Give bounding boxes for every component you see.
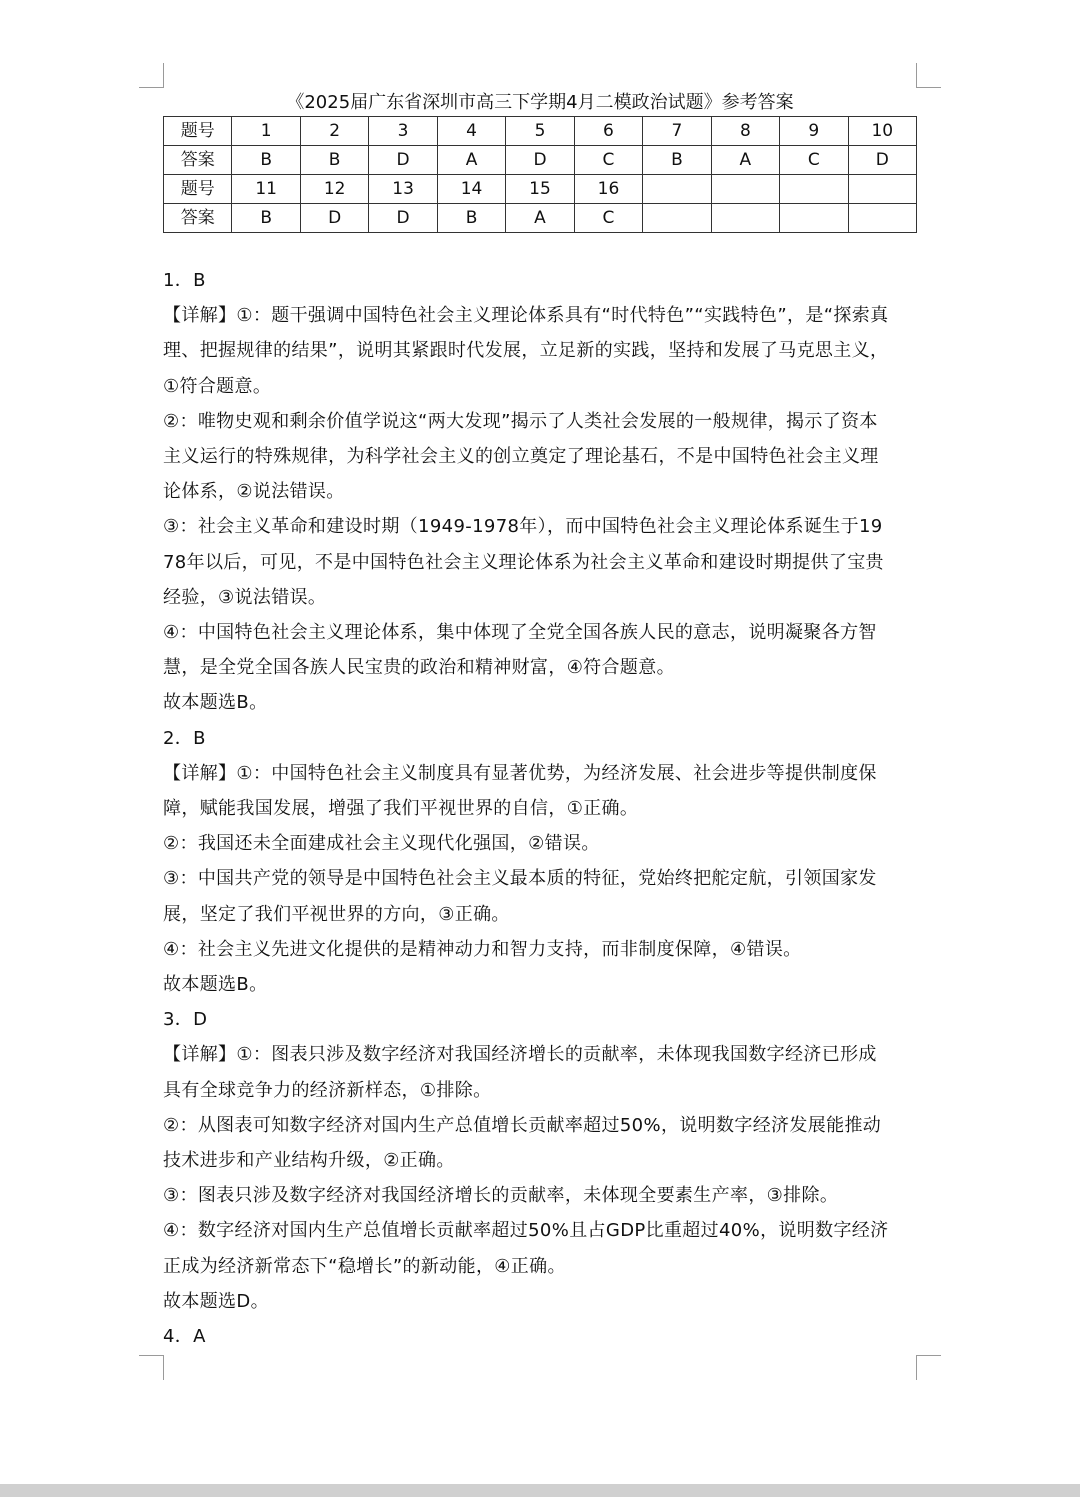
text-line: 正成为经济新常态下“稳增长”的新动能，④正确。 bbox=[163, 1255, 566, 1277]
table-cell: A bbox=[437, 146, 505, 175]
text-line: 论体系，②说法错误。 bbox=[163, 481, 345, 503]
text-line: ②：从图表可知数字经济对国内生产总值增长贡献率超过50%，说明数字经济发展能推动 bbox=[163, 1114, 882, 1136]
table-cell: 4 bbox=[437, 117, 505, 146]
text-line: 【详解】①：题干强调中国特色社会主义理论体系具有“时代特色”“实践特色”，是“探索真 bbox=[163, 305, 889, 327]
answer-table bbox=[163, 116, 917, 233]
crop-mark-bottom-right bbox=[916, 1355, 941, 1380]
question-answer-heading: 4．A bbox=[163, 1326, 206, 1348]
text-line: 经验，③说法错误。 bbox=[163, 586, 327, 608]
crop-mark-bottom-left bbox=[139, 1355, 164, 1380]
crop-mark-top-left bbox=[139, 63, 164, 88]
table-cell bbox=[848, 204, 916, 233]
text-line: ②：唯物史观和剩余价值学说这“两大发现”揭示了人类社会发展的一般规律，揭示了资本 bbox=[163, 410, 878, 432]
text-line: 障，赋能我国发展，增强了我们平视世界的自信，①正确。 bbox=[163, 798, 639, 820]
table-cell bbox=[643, 204, 711, 233]
crop-mark-top-right bbox=[916, 63, 941, 88]
table-cell: B bbox=[232, 146, 300, 175]
table-cell: 8 bbox=[711, 117, 779, 146]
table-cell: 1 bbox=[232, 117, 300, 146]
document-title: 《2025届广东省深圳市高三下学期4月二模政治试题》参考答案 bbox=[286, 92, 794, 113]
table-cell bbox=[780, 204, 848, 233]
text-line: 技术进步和产业结构升级，②正确。 bbox=[163, 1150, 455, 1172]
table-cell: A bbox=[711, 146, 779, 175]
table-cell: D bbox=[369, 146, 437, 175]
text-line: 展，坚定了我们平视世界的方向，③正确。 bbox=[163, 903, 510, 925]
table-cell: 13 bbox=[369, 175, 437, 204]
table-cell: 9 bbox=[780, 117, 848, 146]
question-answer-heading: 2．B bbox=[163, 727, 206, 749]
table-cell: D bbox=[300, 204, 368, 233]
question-answer-heading: 1．B bbox=[163, 270, 206, 291]
table-row-header: 答案 bbox=[164, 146, 232, 175]
table-cell: 3 bbox=[369, 117, 437, 146]
table-cell: A bbox=[506, 204, 574, 233]
table-cell: C bbox=[574, 146, 642, 175]
table-cell: 7 bbox=[643, 117, 711, 146]
table-cell: B bbox=[643, 146, 711, 175]
table-cell: 16 bbox=[574, 175, 642, 204]
text-line: ④：中国特色社会主义理论体系，集中体现了全党全国各族人民的意志，说明凝聚各方智 bbox=[163, 622, 877, 644]
table-row bbox=[164, 117, 917, 146]
table-cell: 12 bbox=[300, 175, 368, 204]
table-row-header: 答案 bbox=[164, 204, 232, 233]
table-cell: 10 bbox=[848, 117, 916, 146]
text-line: 慧，是全党全国各族人民宝贵的政治和精神财富，④符合题意。 bbox=[163, 657, 675, 679]
text-line: 故本题选D。 bbox=[163, 1290, 269, 1312]
table-row-header: 题号 bbox=[164, 117, 232, 146]
text-line: ③：图表只涉及数字经济对我国经济增长的贡献率，未体现全要素生产率，③排除。 bbox=[163, 1185, 839, 1207]
table-cell: C bbox=[780, 146, 848, 175]
text-line: ④：数字经济对国内生产总值增长贡献率超过50%且占GDP比重超过40%，说明数字经济 bbox=[163, 1220, 889, 1242]
text-line: ①符合题意。 bbox=[163, 375, 272, 397]
text-line: 故本题选B。 bbox=[163, 692, 268, 714]
question-answer-heading: 3．D bbox=[163, 1009, 208, 1031]
table-cell: 5 bbox=[506, 117, 574, 146]
table-cell: B bbox=[232, 204, 300, 233]
text-line: 主义运行的特殊规律，为科学社会主义的创立奠定了理论基石，不是中国特色社会主义理 bbox=[163, 446, 879, 468]
text-line: ④：社会主义先进文化提供的是精神动力和智力支持，而非制度保障，④错误。 bbox=[163, 938, 802, 960]
text-line: 故本题选B。 bbox=[163, 974, 268, 996]
table-row bbox=[164, 175, 917, 204]
table-cell: D bbox=[848, 146, 916, 175]
table-cell: D bbox=[369, 204, 437, 233]
table-cell: 14 bbox=[437, 175, 505, 204]
table-row-header: 题号 bbox=[164, 175, 232, 204]
table-cell: D bbox=[506, 146, 574, 175]
text-line: 【详解】①：中国特色社会主义制度具有显著优势，为经济发展、社会进步等提供制度保 bbox=[163, 762, 877, 784]
answer-explanations bbox=[163, 263, 913, 1354]
table-row bbox=[164, 146, 917, 175]
table-cell bbox=[711, 204, 779, 233]
text-line: 具有全球竞争力的经济新样态，①排除。 bbox=[163, 1079, 492, 1101]
text-line: 78年以后，可见，不是中国特色社会主义理论体系为社会主义革命和建设时期提供了宝贵 bbox=[163, 551, 884, 573]
table-cell bbox=[780, 175, 848, 204]
text-line: ③：中国共产党的领导是中国特色社会主义最本质的特征，党始终把舵定航，引领国家发 bbox=[163, 868, 877, 890]
table-cell bbox=[848, 175, 916, 204]
table-cell: 11 bbox=[232, 175, 300, 204]
text-line: 理、把握规律的结果”，说明其紧跟时代发展，立足新的实践，坚持和发展了马克思主义， bbox=[163, 340, 889, 362]
table-cell bbox=[711, 175, 779, 204]
table-cell: 2 bbox=[300, 117, 368, 146]
horizontal-scrollbar[interactable] bbox=[0, 1484, 1080, 1497]
table-cell: 15 bbox=[506, 175, 574, 204]
table-cell: B bbox=[437, 204, 505, 233]
text-line: 【详解】①：图表只涉及数字经济对我国经济增长的贡献率，未体现我国数字经济已形成 bbox=[163, 1044, 877, 1066]
text-line: ③：社会主义革命和建设时期（1949-1978年），而中国特色社会主义理论体系诞生于19 bbox=[163, 516, 883, 538]
table-cell: 6 bbox=[574, 117, 642, 146]
table-cell: B bbox=[300, 146, 368, 175]
table-cell: C bbox=[574, 204, 642, 233]
table-row bbox=[164, 204, 917, 233]
text-line: ②：我国还未全面建成社会主义现代化强国，②错误。 bbox=[163, 833, 600, 855]
table-cell bbox=[643, 175, 711, 204]
